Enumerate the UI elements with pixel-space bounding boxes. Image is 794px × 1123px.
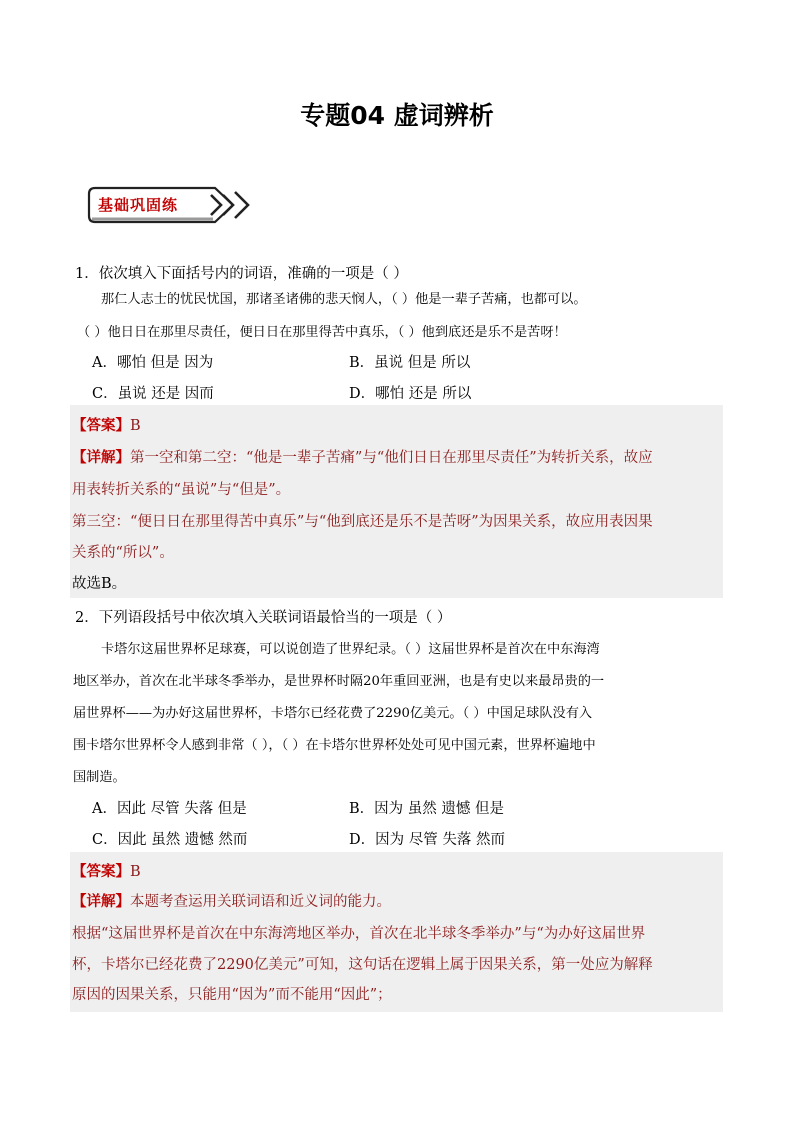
question-1-passage-line: 那仁人志士的忧民忧国，那诸圣诸佛的悲天悯人，（ ）他是一辈子苦痛，也都可以。 bbox=[101, 292, 587, 307]
question-2-passage-line: 国制造。 bbox=[73, 770, 126, 785]
question-1-stem: 1．依次填入下面括号内的词语，准确的一项是（ ） bbox=[75, 266, 408, 282]
question-2-stem: 2．下列语段括号中依次填入关联词语最恰当的一项是（ ） bbox=[75, 610, 452, 626]
question-2-option-a: A．因此 尽管 失落 但是 bbox=[92, 801, 247, 817]
answer-value: B bbox=[130, 864, 141, 880]
answer-tag: 【答案】 bbox=[72, 417, 130, 434]
answer-line bbox=[72, 860, 141, 881]
section-badge bbox=[87, 186, 252, 224]
detail-line bbox=[72, 890, 391, 911]
question-2-answer-block bbox=[70, 852, 723, 1012]
detail-line: 原因的因果关系，只能用“因为”而不能用“因此”； bbox=[72, 987, 392, 1003]
detail-line: 第三空：“便日日在那里得苦中真乐”与“他到底还是乐不是苦呀”为因果关系，故应用表因果 bbox=[72, 514, 653, 530]
section-badge-label: 基础巩固练 bbox=[98, 196, 179, 214]
detail-tag: 【详解】 bbox=[72, 893, 130, 910]
question-2-passage-line: 围卡塔尔世界杯令人感到非常（ ），（ ）在卡塔尔世界杯处处可见中国元素，世界杯遍地中 bbox=[73, 738, 596, 753]
detail-tag: 【详解】 bbox=[72, 449, 130, 466]
question-2-passage-line: 届世界杯——为办好这届世界杯，卡塔尔已经花费了2290亿美元。（ ）中国足球队没有入 bbox=[73, 706, 593, 721]
question-2-passage-line: 卡塔尔这届世界杯足球赛，可以说创造了世界纪录。（ ）这届世界杯是首次在中东海湾 bbox=[101, 642, 600, 657]
question-2-option-b: B．因为 虽然 遗憾 但是 bbox=[349, 801, 504, 817]
detail-line: 杯，卡塔尔已经花费了2290亿美元”可知，这句话在逻辑上属于因果关系，第一处应为解释 bbox=[72, 957, 653, 973]
question-1-option-d: D．哪怕 还是 所以 bbox=[349, 386, 472, 402]
answer-line bbox=[72, 414, 141, 435]
question-1-option-a: A．哪怕 但是 因为 bbox=[92, 355, 214, 371]
answer-tag: 【答案】 bbox=[72, 863, 130, 880]
page-title: 专题04 虚词辨析 bbox=[300, 101, 494, 130]
detail-line: 根据“这届世界杯是首次在中东海湾地区举办，首次在北半球冬季举办”与“为办好这届世界 bbox=[72, 926, 646, 942]
detail-line: 关系的“所以”。 bbox=[72, 545, 174, 561]
detail-line bbox=[72, 446, 653, 467]
question-2-option-c: C．因此 虽然 遗憾 然而 bbox=[92, 832, 248, 848]
question-2-option-d: D．因为 尽管 失落 然而 bbox=[349, 832, 505, 848]
question-1-option-b: B．虽说 但是 所以 bbox=[349, 355, 471, 371]
question-2-passage-line: 地区举办，首次在北半球冬季举办，是世界杯时隔20年重回亚洲，也是有史以来最昂贵的一 bbox=[73, 674, 605, 689]
conclusion-line: 故选B。 bbox=[72, 576, 127, 592]
detail-text: 本题考查运用关联词语和近义词的能力。 bbox=[130, 894, 391, 910]
question-1-option-c: C．虽说 还是 因而 bbox=[92, 386, 214, 402]
question-1-passage-line: （ ）他日日在那里尽责任，便日日在那里得苦中真乐，（ ）他到底还是乐不是苦呀！ bbox=[77, 325, 567, 340]
detail-text: 第一空和第二空：“他是一辈子苦痛”与“他们日日在那里尽责任”为转折关系，故应 bbox=[130, 450, 653, 466]
question-1-answer-block bbox=[70, 405, 723, 598]
answer-value: B bbox=[130, 418, 141, 434]
detail-line: 用表转折关系的“虽说”与“但是”。 bbox=[72, 482, 291, 498]
